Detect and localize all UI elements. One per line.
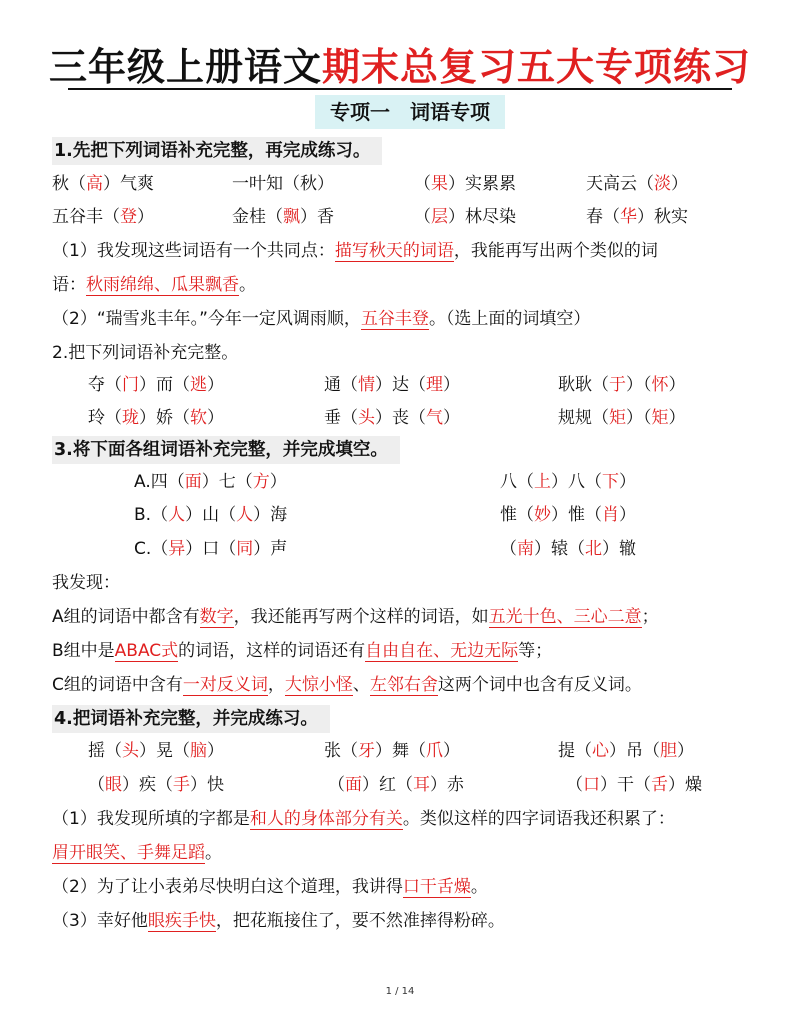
- answer-blank: 左邻右舍: [369, 675, 438, 695]
- text-fragment: 规规（: [558, 408, 609, 428]
- q3-found: 我发现：: [52, 573, 120, 593]
- answer-text: 方: [252, 472, 270, 492]
- text-fragment: （1）我发现所填的字都是: [52, 809, 250, 829]
- q4-r2-c2: [328, 773, 464, 797]
- answer-text: 软: [190, 408, 207, 428]
- q1-p1-cont: [52, 273, 256, 297]
- text-fragment: ）丧（: [375, 408, 426, 428]
- q4-r2-c1: [88, 773, 224, 797]
- answer-blank: 一对反义词: [182, 675, 268, 695]
- title-black: 三年级上册语文: [48, 45, 322, 89]
- q3-a-line: [52, 605, 659, 629]
- text-fragment: （2）“瑞雪兆丰年。”今年一定风调雨顺，: [52, 309, 361, 329]
- answer-text: 南: [517, 539, 534, 559]
- answer-blank: 描写秋天的词语: [334, 241, 454, 261]
- text-fragment: 语：: [52, 275, 86, 295]
- q2-r1-c3: [558, 373, 686, 397]
- q1-r1-c2: [232, 172, 334, 196]
- text-fragment: ）: [619, 472, 636, 492]
- text-fragment: （: [328, 775, 345, 795]
- answer-blank: 数字: [199, 607, 234, 627]
- text-fragment: C组的词语中含有: [52, 675, 183, 695]
- answer-text: 果: [431, 174, 448, 194]
- q2-r1-c1: [88, 373, 224, 397]
- title-underline: [68, 88, 732, 90]
- page-number: 1 / 14: [385, 986, 415, 997]
- q3-a-right: [500, 470, 636, 494]
- answer-text: 面: [184, 472, 202, 492]
- text-fragment: ）燥: [668, 775, 702, 795]
- text-fragment: ）: [668, 375, 686, 395]
- q4-heading: 4.把词语补充完整，并完成练习。: [52, 705, 330, 733]
- text-fragment: （: [88, 775, 105, 795]
- text-fragment: ；: [641, 607, 659, 627]
- text-fragment: ）赤: [430, 775, 464, 795]
- answer-blank: 眼疾手快: [147, 911, 216, 931]
- q3-a-left: [134, 470, 287, 494]
- q2-heading: 2.把下列词语补充完整。: [52, 343, 239, 363]
- text-fragment: 摇（: [88, 741, 122, 761]
- q1-p2: [52, 307, 590, 331]
- q4-p2: [52, 875, 488, 899]
- text-fragment: B组中是: [52, 641, 115, 661]
- text-fragment: 惟（: [500, 505, 534, 525]
- answer-text: 口: [583, 775, 600, 795]
- text-fragment: ）达（: [375, 375, 426, 395]
- q4-r1-c1: [88, 739, 224, 763]
- answer-text: 情: [358, 375, 375, 395]
- answer-text: 层: [431, 207, 448, 227]
- answer-text: 门: [122, 375, 139, 395]
- text-fragment: ）辙: [602, 539, 636, 559]
- answer-text: 同: [236, 539, 254, 559]
- text-fragment: 张（: [324, 741, 358, 761]
- text-fragment: 通（: [324, 375, 358, 395]
- q1-r2-c2: [232, 205, 334, 229]
- text-fragment: 天高云（: [586, 174, 654, 194]
- answer-text: 登: [120, 207, 137, 227]
- answer-text: 肖: [602, 505, 619, 525]
- q2-r1-c2: [324, 373, 460, 397]
- answer-text: 华: [620, 207, 637, 227]
- answer-text: 手: [173, 775, 190, 795]
- text-fragment: ）气爽: [103, 174, 154, 194]
- text-fragment: ）香: [300, 207, 334, 227]
- text-fragment: 一叶知（秋）: [232, 174, 334, 194]
- text-fragment: 。类似这样的四字词语我还积累了：: [402, 809, 675, 829]
- q3-b-right: [500, 503, 636, 527]
- text-fragment: ）八（: [551, 472, 602, 492]
- answer-text: 矩: [651, 408, 669, 428]
- title-red: 期末总复习五大专项练习: [322, 45, 752, 89]
- answer-text: 心: [592, 741, 609, 761]
- text-fragment: ）: [443, 408, 460, 428]
- text-fragment: ）口（: [185, 539, 237, 559]
- text-fragment: ）: [207, 375, 224, 395]
- text-fragment: ）: [137, 207, 154, 227]
- answer-text: 逃: [190, 375, 207, 395]
- text-fragment: 垂（: [324, 408, 358, 428]
- text-fragment: ）疾（: [122, 775, 173, 795]
- answer-text: 下: [602, 472, 619, 492]
- q4-r2-c3: [566, 773, 702, 797]
- answer-blank: 五光十色、三心二意: [488, 607, 642, 627]
- q3-b-line: [52, 639, 552, 663]
- q3-heading: 3.将下面各组词语补充完整，并完成填空。: [52, 436, 400, 464]
- answer-text: 气: [426, 408, 443, 428]
- q4-p1-cont: [52, 841, 222, 865]
- text-fragment: ）娇（: [139, 408, 190, 428]
- text-fragment: ）（: [626, 408, 652, 428]
- q1-heading: 1.先把下列词语补充完整，再完成练习。: [52, 137, 382, 165]
- q1-r2-c1: [52, 205, 154, 229]
- q3-c-line: [52, 673, 642, 697]
- answer-text: 爪: [426, 741, 443, 761]
- text-fragment: ）声: [253, 539, 288, 559]
- text-fragment: ）吊（: [609, 741, 660, 761]
- text-fragment: ）秋实: [637, 207, 688, 227]
- text-fragment: ）: [443, 375, 460, 395]
- answer-blank: 五谷丰登: [360, 309, 429, 329]
- answer-text: 面: [345, 775, 362, 795]
- text-fragment: ）: [269, 472, 287, 492]
- text-fragment: 。: [205, 843, 222, 863]
- text-fragment: A.四（: [134, 472, 185, 492]
- section-subtitle: 专项一 词语专项: [315, 95, 505, 129]
- text-fragment: B.（: [134, 505, 169, 525]
- text-fragment: （3）幸好他: [52, 911, 148, 931]
- text-fragment: ）: [619, 505, 636, 525]
- text-fragment: ）红（: [362, 775, 413, 795]
- text-fragment: （: [414, 207, 431, 227]
- answer-text: 人: [236, 505, 254, 525]
- q1-r2-c4: [586, 205, 688, 229]
- text-fragment: ）: [207, 741, 224, 761]
- text-fragment: 。（选上面的词填空）: [428, 309, 591, 329]
- answer-text: 头: [122, 741, 139, 761]
- text-fragment: 耿耿（: [558, 375, 609, 395]
- q1-p1: [52, 239, 658, 263]
- text-fragment: 、: [352, 675, 370, 695]
- q4-p1: [52, 807, 675, 831]
- answer-blank: 口干舌燥: [402, 877, 471, 897]
- q1-r2-c3: [414, 205, 516, 229]
- answer-text: 牙: [358, 741, 375, 761]
- text-fragment: ）林尽染: [448, 207, 516, 227]
- text-fragment: C.（: [134, 539, 169, 559]
- answer-text: 上: [534, 472, 551, 492]
- text-fragment: ，: [267, 675, 285, 695]
- text-fragment: ）: [677, 741, 694, 761]
- q3-c-left: [134, 537, 287, 561]
- q1-r1-c3: [414, 172, 516, 196]
- text-fragment: ）: [207, 408, 224, 428]
- answer-text: 人: [168, 505, 186, 525]
- q4-p3: [52, 909, 505, 933]
- answer-blank: 眉开眼笑、手舞足蹈: [52, 843, 205, 863]
- text-fragment: ）七（: [201, 472, 253, 492]
- text-fragment: ）辕（: [534, 539, 585, 559]
- text-fragment: 秋（: [52, 174, 86, 194]
- text-fragment: ）而（: [139, 375, 190, 395]
- answer-text: 异: [168, 539, 186, 559]
- answer-text: 珑: [122, 408, 139, 428]
- text-fragment: 。: [470, 877, 488, 897]
- q3-c-right: [500, 537, 636, 561]
- text-fragment: ）晃（: [139, 741, 190, 761]
- text-fragment: （: [500, 539, 517, 559]
- answer-text: 高: [86, 174, 103, 194]
- answer-text: 北: [585, 539, 602, 559]
- answer-text: 头: [358, 408, 375, 428]
- text-fragment: （1）我发现这些词语有一个共同点：: [52, 241, 335, 261]
- q1-r1-c1: [52, 172, 154, 196]
- text-fragment: 的词语，这样的词语还有: [178, 641, 366, 661]
- text-fragment: ）干（: [600, 775, 651, 795]
- text-fragment: ）: [443, 741, 460, 761]
- text-fragment: 等；: [518, 641, 553, 661]
- text-fragment: 玲（: [88, 408, 122, 428]
- page-title: [0, 36, 800, 91]
- text-fragment: ）实累累: [448, 174, 516, 194]
- text-fragment: （: [414, 174, 431, 194]
- text-fragment: ，我还能再写两个这样的词语，如: [233, 607, 489, 627]
- text-fragment: （2）为了让小表弟尽快明白这个道理，我讲得: [52, 877, 403, 897]
- text-fragment: 五谷丰（: [52, 207, 120, 227]
- text-fragment: 春（: [586, 207, 620, 227]
- answer-blank: 秋雨绵绵、瓜果飘香: [86, 275, 239, 295]
- answer-text: 脑: [190, 741, 207, 761]
- text-fragment: ）舞（: [375, 741, 426, 761]
- answer-text: 淡: [654, 174, 671, 194]
- text-fragment: （: [566, 775, 583, 795]
- text-fragment: A组的词语中都含有: [52, 607, 200, 627]
- answer-text: 理: [426, 375, 443, 395]
- q2-r2-c3: [558, 406, 686, 430]
- answer-blank: ABAC式: [114, 641, 179, 661]
- text-fragment: 八（: [500, 472, 534, 492]
- text-fragment: ）: [671, 174, 688, 194]
- text-fragment: 金桂（: [232, 207, 283, 227]
- q3-b-left: [134, 503, 287, 527]
- answer-blank: 自由自在、无边无际: [365, 641, 519, 661]
- text-fragment: ）山（: [185, 505, 237, 525]
- answer-text: 于: [609, 375, 626, 395]
- text-fragment: ）海: [253, 505, 288, 525]
- answer-text: 胆: [660, 741, 677, 761]
- answer-text: 怀: [651, 375, 669, 395]
- q1-r1-c4: [586, 172, 688, 196]
- text-fragment: ）: [668, 408, 686, 428]
- text-fragment: ，我能再写出两个类似的词: [453, 241, 658, 261]
- text-fragment: ）（: [626, 375, 652, 395]
- q2-r2-c2: [324, 406, 460, 430]
- text-fragment: ，把花瓶接住了，要不然准摔得粉碎。: [215, 911, 505, 931]
- answer-blank: 大惊小怪: [284, 675, 353, 695]
- answer-text: 妙: [534, 505, 551, 525]
- q4-r1-c3: [558, 739, 694, 763]
- text-fragment: 提（: [558, 741, 592, 761]
- text-fragment: 夺（: [88, 375, 122, 395]
- q4-r1-c2: [324, 739, 460, 763]
- q2-r2-c1: [88, 406, 224, 430]
- text-fragment: ）快: [190, 775, 224, 795]
- text-fragment: 。: [239, 275, 256, 295]
- answer-text: 舌: [651, 775, 668, 795]
- answer-text: 眼: [105, 775, 122, 795]
- answer-blank: 和人的身体部分有关: [249, 809, 403, 829]
- answer-text: 耳: [413, 775, 430, 795]
- answer-text: 飘: [283, 207, 300, 227]
- answer-text: 矩: [609, 408, 626, 428]
- text-fragment: ）惟（: [551, 505, 602, 525]
- text-fragment: 这两个词中也含有反义词。: [437, 675, 642, 695]
